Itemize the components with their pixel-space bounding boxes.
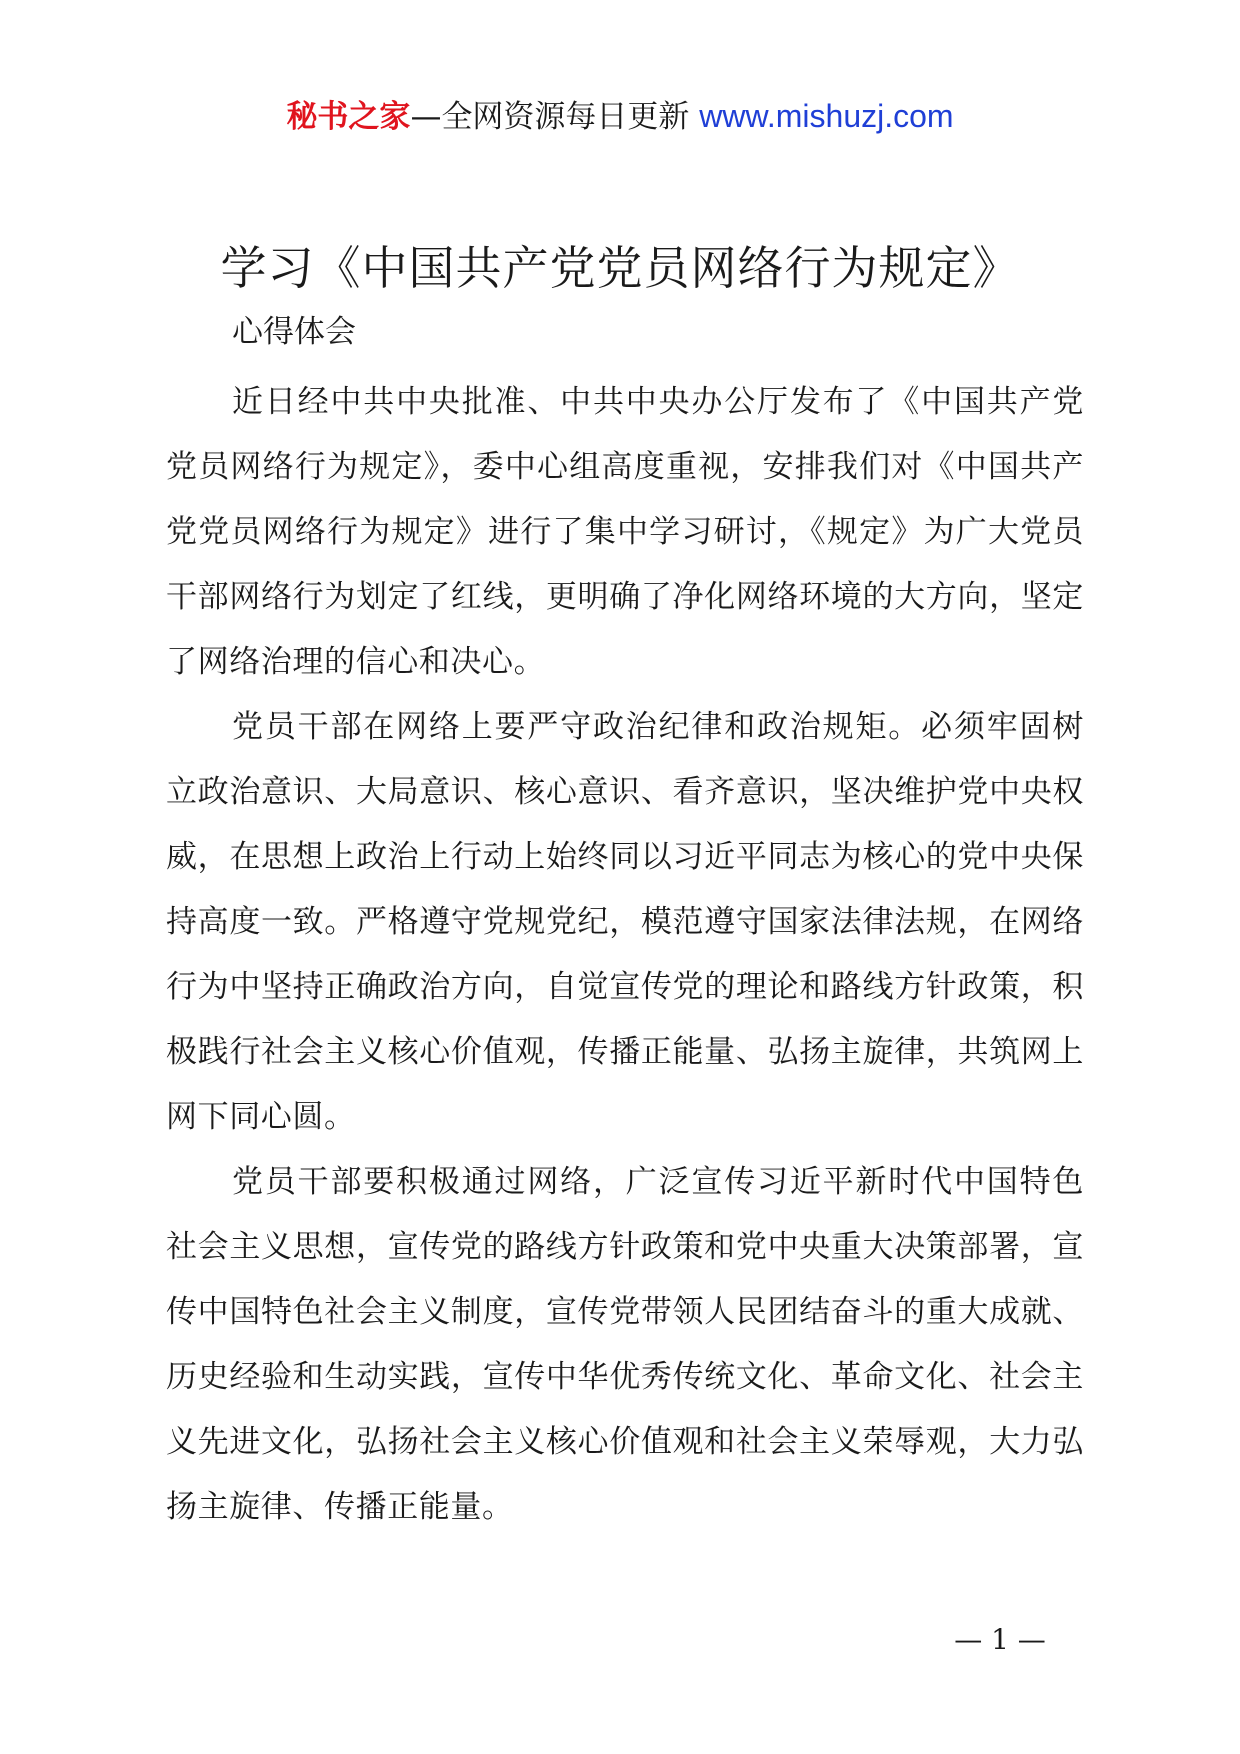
body-paragraph-3: 党员干部要积极通过网络，广泛宣传习近平新时代中国特色社会主义思想，宣传党的路线方针政策和党中央重大决策部署，宣传中国特色社会主义制度，宣传党带领人民团结奋斗的重大成就、历史经验和生动实践，宣传中华优秀传统文化、革命文化、社会主义先进文化，弘扬社会主义核心价值观和社会主义荣辱观，大力弘扬主旋律、传播正能量。	[166, 1164, 1084, 1525]
site-url-link[interactable]: www.mishuzj.com	[699, 98, 954, 134]
site-brand: 秘书之家	[286, 99, 411, 135]
page-number: — 1 —	[954, 1623, 1046, 1656]
body-paragraph-1: 近日经中共中央批准、中共中央办公厅发布了《中国共产党党员网络行为规定》，委中心组高度重视，安排我们对《中国共产党党员网络行为规定》进行了集中学习研讨，《规定》为广大党员干部网络行为划定了红线，更明确了净化网络环境的大方向，坚定了网络治理的信心和决心。	[166, 384, 1084, 680]
site-header	[0, 96, 1240, 137]
document-subtitle: 心得体会	[232, 314, 356, 350]
document-body	[166, 370, 1084, 1540]
site-slogan: —全网资源每日更新	[410, 99, 690, 135]
body-paragraph-2: 党员干部在网络上要严守政治纪律和政治规矩。必须牢固树立政治意识、大局意识、核心意识、看齐意识，坚决维护党中央权威，在思想上政治上行动上始终同以习近平同志为核心的党中央保持高度一致。严格遵守党规党纪，模范遵守国家法律法规，在网络行为中坚持正确政治方向，自觉宣传党的理论和路线方针政策，积极践行社会主义核心价值观，传播正能量、弘扬主旋律，共筑网上网下同心圆。	[166, 709, 1084, 1135]
document-title: 学习《中国共产党党员网络行为规定》	[220, 241, 1020, 295]
